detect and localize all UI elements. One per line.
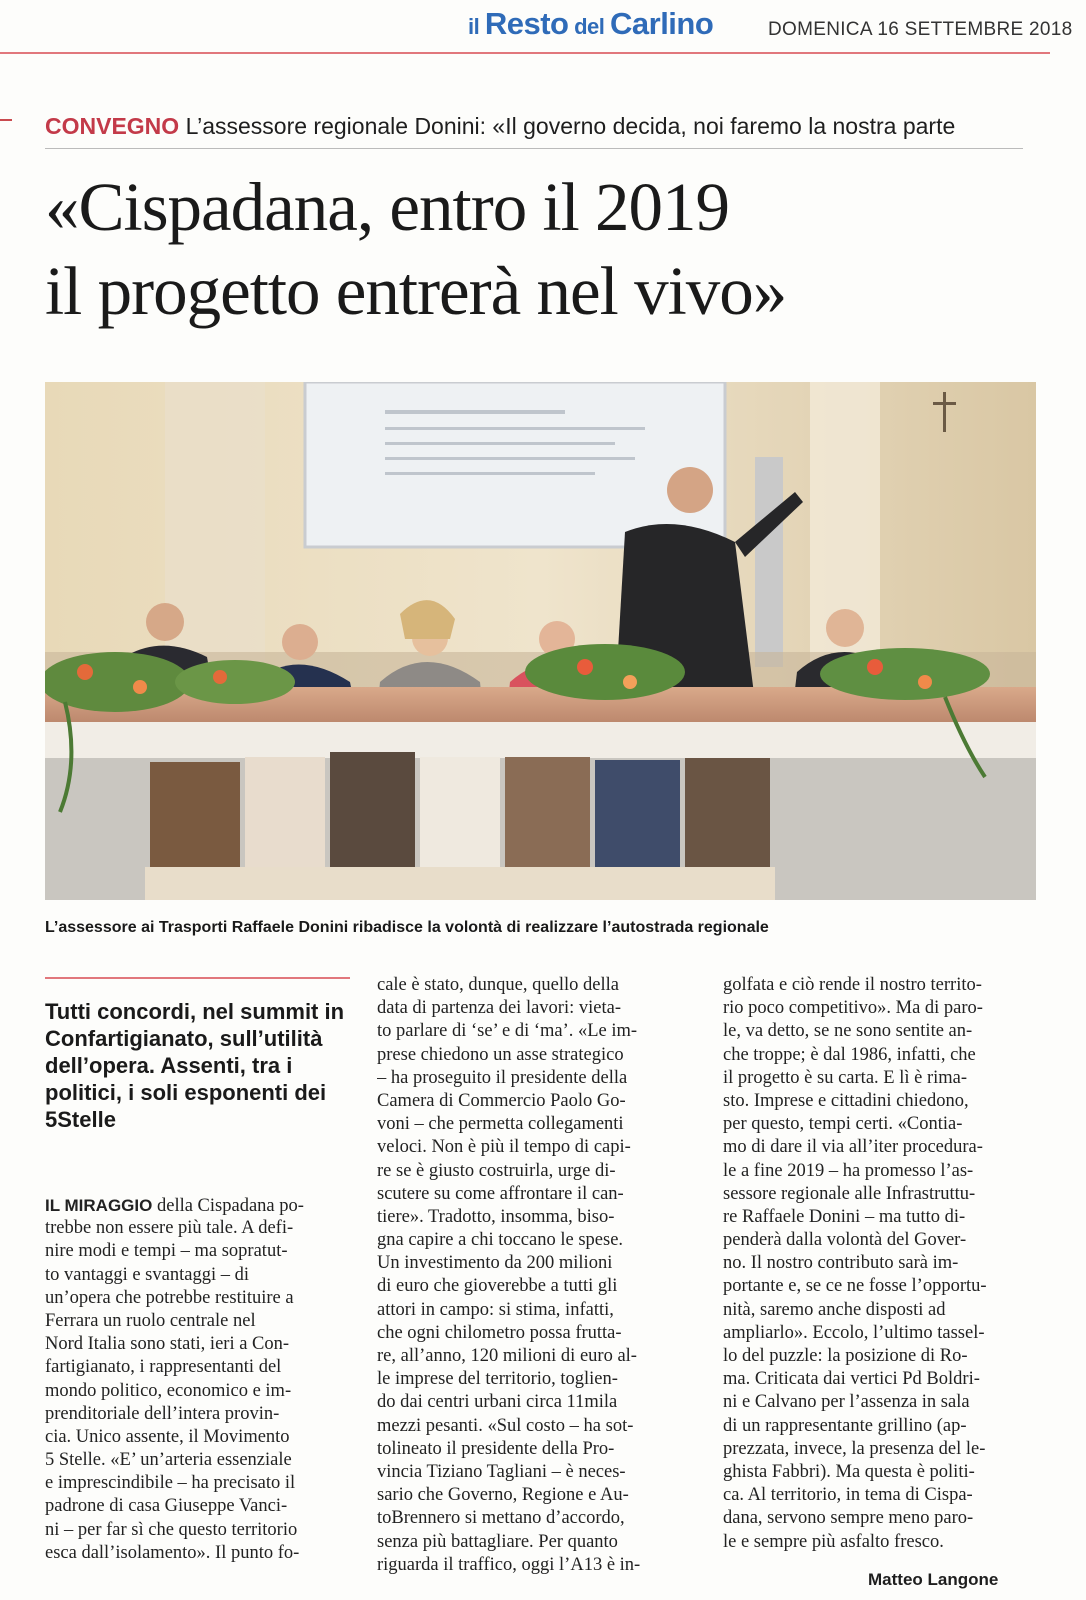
article-line: di un rappresentante grillino (ap-	[723, 1415, 967, 1436]
article-line: prenditoriale dell’intera provin-	[45, 1403, 280, 1424]
article-column-1	[45, 1194, 350, 1565]
article-line: toBrennero si mettano d’accordo,	[377, 1508, 625, 1529]
article-line: do dai centri urbani circa 11mila	[377, 1392, 618, 1413]
article-line: le a fine 2019 – ha promesso l’as-	[723, 1160, 974, 1181]
article-line: veloci. Non è più il tempo di capi-	[377, 1137, 631, 1158]
headline	[45, 165, 1045, 333]
article-line-text: della Cispadana po-	[152, 1196, 304, 1216]
article-line: cia. Unico assente, il Movimento	[45, 1426, 290, 1447]
kicker-divider	[45, 148, 1023, 149]
article-line: rio poco competitivo». Ma di paro-	[723, 998, 983, 1019]
article-column-3	[723, 974, 1041, 1554]
article-line: il progetto è su carta. E lì è rima-	[723, 1067, 968, 1088]
article-line: un’opera che potrebbe restituire a	[45, 1287, 294, 1308]
article-line: data di partenza dei lavori: vieta-	[377, 998, 621, 1019]
article-line: Un investimento da 200 milioni	[377, 1253, 613, 1274]
article-line: riguarda il traffico, oggi l’A13 è in-	[377, 1554, 641, 1575]
article-line: ghista Fabbri). Ma questa è politi-	[723, 1461, 975, 1482]
article-line: mo di dare il via all’iter procedura-	[723, 1137, 983, 1158]
article-line: mondo politico, economico e im-	[45, 1380, 292, 1401]
article-line: le imprese del territorio, toglien-	[377, 1369, 618, 1390]
article-line: tolineato il presidente della Pro-	[377, 1438, 615, 1459]
article-line: trebbe non essere più tale. A defi-	[45, 1218, 294, 1239]
article-line: ni e Calvano per l’assenza in sala	[723, 1392, 970, 1413]
article-line: nità, saremo anche disposti ad	[723, 1299, 946, 1320]
article-line: senza più battagliare. Per quanto	[377, 1531, 618, 1552]
article-line: golfata e ciò rende il nostro territo-	[723, 975, 982, 995]
author-byline: Matteo Langone	[868, 1570, 999, 1589]
kicker-tag: CONVEGNO	[45, 113, 180, 139]
article-line: re Raffaele Donini – ma tutto di-	[723, 1206, 966, 1227]
logo-carlino: Carlino	[610, 6, 714, 41]
issue-date: DOMENICA 16 SETTEMBRE 2018	[768, 19, 1073, 40]
photo-caption: L’assessore ai Trasporti Raffaele Donini ribadisce la volontà di realizzare l’autostrada regionale	[45, 919, 769, 936]
subhead-rule	[45, 977, 350, 979]
article-line: ma. Criticata dai vertici Pd Boldri-	[723, 1369, 980, 1390]
headline-line-1: «Cispadana, entro il 2019	[45, 169, 730, 245]
article-line: per questo, tempi certi. «Contia-	[723, 1114, 963, 1135]
article-line: Nord Italia sono stati, ieri a Con-	[45, 1334, 290, 1355]
article-line: prese chiedono un asse strategico	[377, 1044, 624, 1065]
article-line: vincia Tiziano Tagliani – è neces-	[377, 1461, 626, 1482]
article-line: to parlare di ‘se’ e di ‘ma’. «Le im-	[377, 1021, 638, 1042]
masthead	[0, 0, 1073, 54]
article-line: e imprescindibile – ha precisato il	[45, 1473, 296, 1494]
conference-photo	[45, 382, 1036, 900]
article-line: 5 Stelle. «E’ un’arteria essenziale	[45, 1450, 292, 1471]
article-line: che ogni chilometro possa frutta-	[377, 1322, 622, 1343]
article-line: voni – che permetta collegamenti	[377, 1114, 624, 1135]
article-line: sario che Governo, Regione e Au-	[377, 1485, 629, 1506]
article-line: cale è stato, dunque, quello della	[377, 975, 619, 995]
article-line: che troppe; è dal 1986, infatti, che	[723, 1044, 976, 1065]
article-line: re, all’anno, 120 milioni di euro al-	[377, 1346, 637, 1366]
article-line: esca dall’isolamento». Il punto fo-	[45, 1542, 300, 1563]
article-line: sessore regionale alle Infrastruttu-	[723, 1183, 976, 1204]
margin-tick	[0, 119, 12, 121]
article-line: mezzi pesanti. «Sul costo – ha sot-	[377, 1415, 634, 1436]
article-line: dana, servono sempre meno paro-	[723, 1508, 974, 1529]
article-line: padrone di casa Giuseppe Vanci-	[45, 1496, 288, 1517]
article-line: di euro che gioverebbe a tutti gli	[377, 1276, 618, 1297]
article-line: attori in campo: si stima, infatti,	[377, 1299, 614, 1320]
article-line: Camera di Commercio Paolo Go-	[377, 1090, 626, 1111]
subheadline: Tutti concordi, nel summit in Confartigianato, sull’utilità dell’opera. Assenti, tra i politici, i soli esponenti dei 5Stelle	[45, 999, 345, 1132]
article-line: re se è giusto costruirla, urge di-	[377, 1160, 616, 1181]
newspaper-logo	[468, 6, 713, 42]
article-line: sto. Imprese e cittadini chiedono,	[723, 1090, 969, 1111]
logo-resto: Resto	[484, 6, 569, 41]
article-line: ca. Al territorio, in tema di Cispa-	[723, 1485, 973, 1506]
article-line: ampliarlo». Eccolo, l’ultimo tassel-	[723, 1322, 985, 1343]
article-line: Ferrara un ruolo centrale nel	[45, 1310, 256, 1331]
article-line: nire modi e tempi – ma sopratut-	[45, 1241, 288, 1262]
article-line: no. Il nostro contributo sarà im-	[723, 1253, 959, 1274]
kicker	[45, 113, 955, 140]
conference-photo-illustration	[45, 382, 1036, 900]
article-line: lo del puzzle: la posizione di Ro-	[723, 1346, 968, 1366]
article-line: tiere». Tradotto, insomma, biso-	[377, 1206, 615, 1227]
headline-line-2: il progetto entrerà nel vivo»	[45, 253, 787, 329]
article-line: – ha proseguito il presidente della	[377, 1067, 628, 1088]
article-line: fartigianato, i rappresentanti del	[45, 1357, 282, 1378]
article-column-2	[377, 974, 695, 1577]
kicker-text: L’assessore regionale Donini: «Il governo decida, noi faremo la nostra parte	[179, 113, 956, 139]
article-line: to vantaggi e svantaggi – di	[45, 1264, 249, 1285]
article-line	[45, 1194, 350, 1217]
article-line: ni – per far sì che questo territorio	[45, 1519, 298, 1540]
logo-il: il	[468, 14, 485, 39]
article-line: prezzata, invece, la presenza del le-	[723, 1438, 986, 1459]
logo-del: del	[568, 14, 610, 39]
article-line: le, va detto, se ne sono sentite an-	[723, 1021, 973, 1042]
article-line: penderà dalla volontà del Gover-	[723, 1230, 967, 1251]
article-line: le e sempre più asfalto fresco.	[723, 1531, 944, 1552]
article-lead: IL MIRAGGIO	[45, 1196, 153, 1215]
article-line: scutere su come affrontare il can-	[377, 1183, 624, 1204]
article-line: portante e, se ce ne fosse l’opportu-	[723, 1276, 987, 1297]
article-line: gna capire a chi toccano le spese.	[377, 1230, 624, 1251]
